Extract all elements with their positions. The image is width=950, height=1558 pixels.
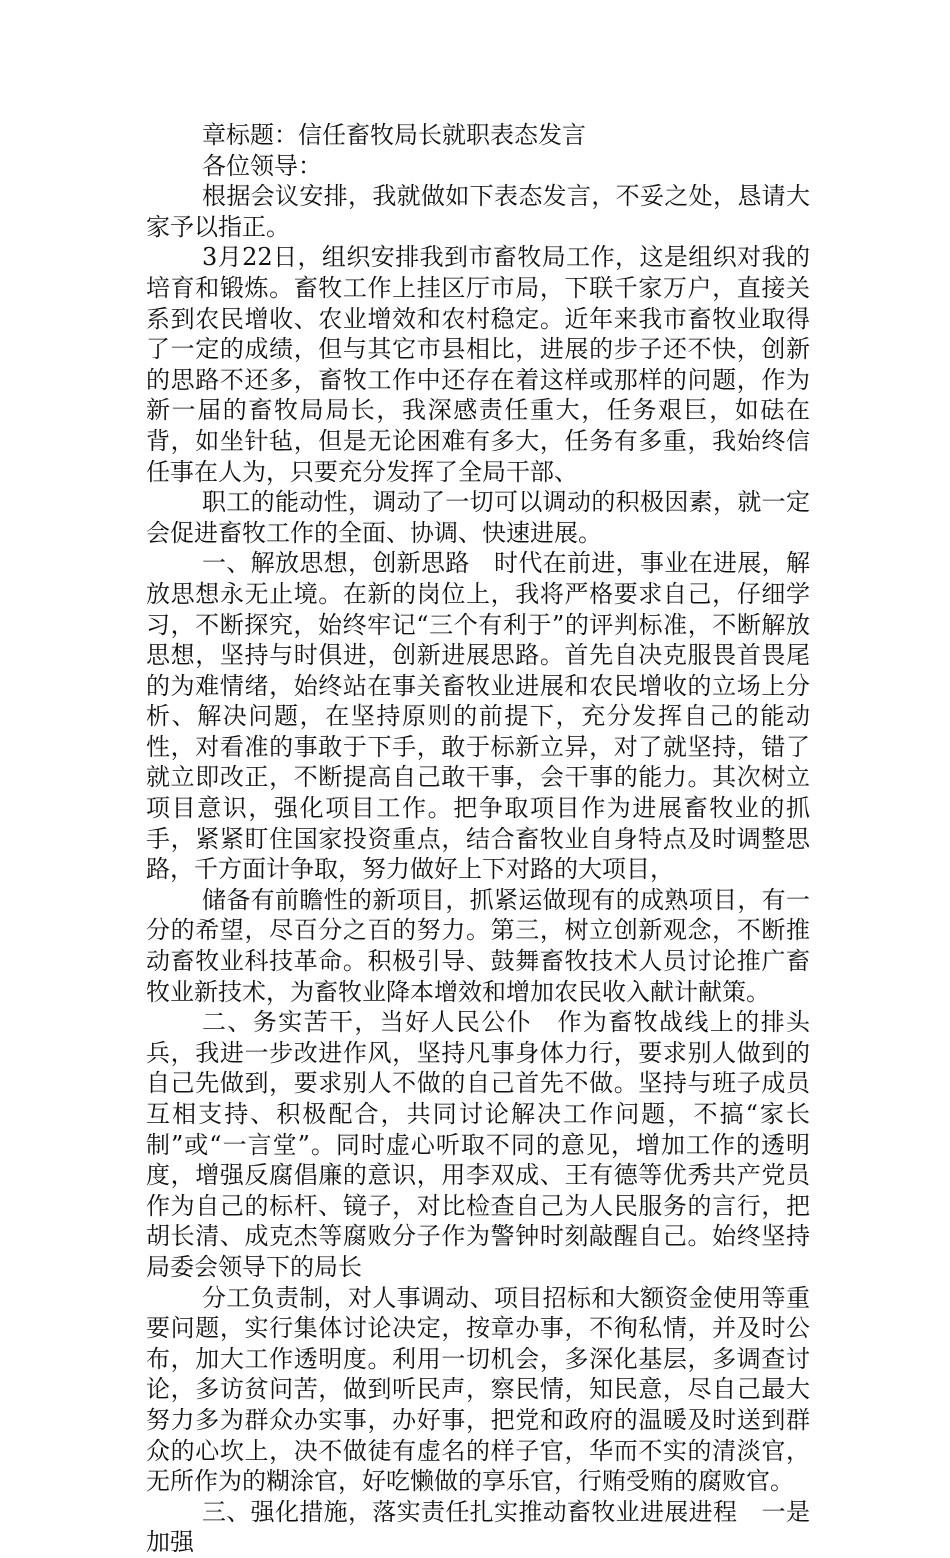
paragraph-background: 3月22日，组织安排我到市畜牧局工作，这是组织对我的培育和锻炼。畜牧工作上挂区厅市局，下联千家万户，直接关系到农民增收、农业增效和农村稳定。近年来我市畜牧业取得了一定的成绩，但与其它市县相比，进展的步子还不快，创新的思路不还多，畜牧工作中还存在着这样或那样的问题，作为新一届的畜牧局局长，我深感责任重大，任务艰巨，如砝在背，如坐针毡，但是无论困难有多大，任务有多重，我始终信任事在人为，只要充分发挥了全局干部、 [146,243,810,486]
section-three-paragraph: 三、强化措施，落实责任扎实推动畜牧业进展进程 一是加强 [146,1497,810,1557]
paragraph-continuation-2: 储备有前瞻性的新项目，抓紧运做现有的成熟项目，有一分的希望，尽百分之百的努力。第三，树立创新观念，不断推动畜牧业科技革命。积极引导、鼓舞畜牧技术人员讨论推广畜牧业新技术，为畜牧业降本增效和增加农民收入献计献策。 [146,885,810,1006]
paragraph-continuation-1: 职工的能动性，调动了一切可以调动的积极因素，就一定会促进畜牧工作的全面、协调、快速进展。 [146,488,810,547]
chapter-title: 章标题：信任畜牧局长就职表态发言 [202,121,586,149]
section-two-paragraph: 二、务实苦干，当好人民公仆 作为畜牧战线上的排头兵，我进一步改进作风，坚持凡事身体力行，要求别人做到的自己先做到，要求别人不做的自己首先不做。坚持与班子成员互相支持、积极配合，共同讨论解决工作问题，不搞“家长制”或“一言堂”。同时虚心听取不同的意见，增加工作的透明度，增强反腐倡廉的意识，用李双成、王有德等优秀共产党员作为自己的标杆、镜子，对比检查自己为人民服务的言行，把胡长清、成克杰等腐败分子作为警钟时刻敲醒自己。始终坚持局委会领导下的局长 [146,1008,810,1281]
document-body [146,120,810,1558]
salutation: 各位领导： [202,151,322,180]
paragraph-continuation-3: 分工负责制，对人事调动、项目招标和大额资金使用等重要问题，实行集体讨论决定，按章办事，不徇私情，并及时公布，加大工作透明度。利用一切机会，多深化基层，多调查讨论，多访贫问苦，做到听民声，察民情，知民意，尽自己最大努力多为群众办实事，办好事，把党和政府的温暖及时送到群众的心坎上，决不做徒有虚名的样子官，华而不实的清淡官，无所作为的糊涂官，好吃懒做的享乐官，行贿受贿的腐败官。 [146,1283,810,1496]
section-one-paragraph: 一、解放思想，创新思路 时代在前进，事业在进展，解放思想永无止境。在新的岗位上，我将严格要求自己，仔细学习，不断探究，始终牢记“三个有利于”的评判标准，不断解放思想，坚持与时俱进，创新进展思路。首先自决克服畏首畏尾的为难情绪，始终站在事关畜牧业进展和农民增收的立场上分析、解决问题，在坚持原则的前提下，充分发挥自己的能动性，对看准的事敢于下手，敢于标新立异，对了就坚持，错了就立即改正，不断提高自己敢干事，会干事的能力。其次树立项目意识，强化项目工作。把争取项目作为进展畜牧业的抓手，紧紧盯住国家投资重点，结合畜牧业自身特点及时调整思路，千方面计争取，努力做好上下对路的大项目， [146,549,810,884]
paragraph-intro: 根据会议安排，我就做如下表态发言，不妥之处，恳请大家予以指正。 [146,182,810,241]
